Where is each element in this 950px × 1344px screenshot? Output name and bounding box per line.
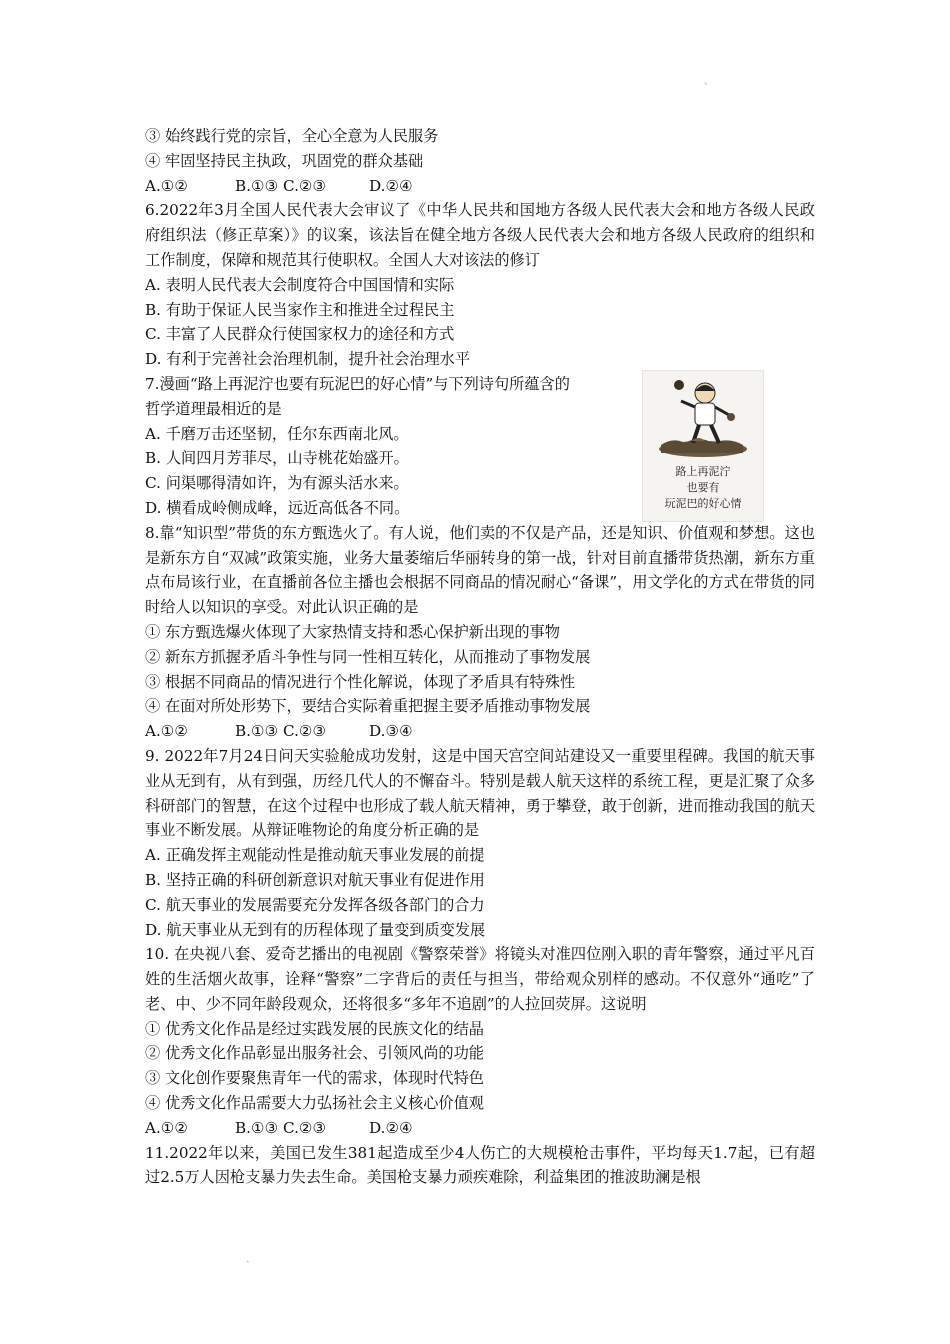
choice-a[interactable]: A. 千磨万击还坚韧，任尔东西南北风。: [145, 424, 409, 443]
statement-4: ④ 牢固坚持民主执政，巩固党的群众基础: [145, 151, 424, 170]
question-stem: 8.靠“知识型”带货的东方甄选火了。有人说，他们卖的不仅是产品，还是知识、价值观和梦想。这也是新东方自“双减”政策实施，业务大量萎缩后华丽转身的第一战，针对目前直播带货热潮，新东方重点布局该行业，在直播前各位主播也会根据不同商品的情况耐心“备课”，用文学化的方式在带货的同时给人以知识的享受。对此认识正确的是: [145, 523, 815, 617]
option-b[interactable]: B.①③: [235, 1118, 279, 1137]
cartoon-image: [642, 370, 764, 522]
choice-d[interactable]: D. 横看成岭侧成峰，远近高低各不同。: [145, 498, 410, 517]
choice-a[interactable]: A. 正确发挥主观能动性是推动航天事业发展的前提: [145, 846, 485, 865]
question-stem: 9. 2022年7月24日问天实验舱成功发射，这是中国天宫空间站建设又一重要里程碑。我国的航天事业从无到有，从有到强，历经几代人的不懈奋斗。特别是载人航天这样的系统工程，更是汇聚了众多科研部门的智慧，在这个过程中也形成了载人航天精神，勇于攀登，敢于创新，进而推动我国的航天事业不断发展。从辩证唯物论的角度分析正确的是: [145, 746, 815, 840]
choice-c[interactable]: C. 航天事业的发展需要充分发挥各级各部门的合力: [145, 895, 485, 914]
answer-options: [145, 1116, 815, 1141]
cartoon-caption-line-2: 也要有: [686, 480, 720, 494]
option-d[interactable]: D.③④: [369, 722, 413, 741]
choice-a[interactable]: A. 表明人民代表大会制度符合中国国情和实际: [145, 275, 455, 294]
statement-1: ① 优秀文化作品是经过实践发展的民族文化的结晶: [145, 1019, 484, 1038]
question-11: [145, 1141, 815, 1191]
choice-c[interactable]: C. 丰富了人民群众行使国家权力的途径和方式: [145, 325, 455, 344]
choice-c[interactable]: C. 问渠哪得清如许，为有源头活水来。: [145, 474, 409, 493]
question-stem-cont: 哲学道理最相近的是: [145, 399, 282, 418]
choice-d[interactable]: D. 航天事业从无到有的历程体现了量变到质变发展: [145, 920, 486, 939]
option-c[interactable]: C.②③: [283, 1118, 327, 1137]
option-d[interactable]: D.②④: [369, 1118, 413, 1137]
statement-3: ③ 根据不同商品的情况进行个性化解说，体现了矛盾具有特殊性: [145, 672, 576, 691]
option-a[interactable]: A.①②: [145, 1118, 189, 1137]
question-stem: 6.2022年3月全国人民代表大会审议了《中华人民共和国地方各级人民代表大会和地方各级人民政府组织法（修正草案）》的议案，该法旨在健全地方各级人民代表大会和地方各级人民政府的组织和工作制度，保障和规范其行使职权。全国人大对该法的修订: [145, 201, 815, 269]
choice-b[interactable]: B. 有助于保证人民当家作主和推进全过程民主: [145, 300, 455, 319]
statement-3: ③ 始终践行党的宗旨，全心全意为人民服务: [145, 127, 439, 145]
statement-1: ① 东方甄选爆火体现了大家热情支持和悉心保护新出现的事物: [145, 622, 560, 641]
choice-b[interactable]: B. 坚持正确的科研创新意识对航天事业有促进作用: [145, 870, 485, 889]
exam-page: [145, 124, 815, 1190]
cartoon-caption-line-3: 玩泥巴的好心情: [664, 496, 742, 510]
footer-mark: 、: [246, 1255, 256, 1265]
option-a[interactable]: A.①②: [145, 176, 189, 195]
option-c[interactable]: C.②③: [283, 722, 327, 741]
statement-4: ④ 在面对所处形势下，要结合实际着重把握主要矛盾推动事物发展: [145, 697, 591, 716]
answer-options: [145, 719, 815, 744]
statement-2: ② 新东方抓握矛盾斗争性与同一性相互转化，从而推动了事物发展: [145, 647, 591, 666]
option-b[interactable]: B.①③: [235, 176, 279, 195]
option-b[interactable]: B.①③: [235, 722, 279, 741]
question-9: [145, 744, 815, 942]
option-c[interactable]: C.②③: [283, 176, 327, 195]
question-5-tail: [145, 124, 815, 198]
corner-mark: 、: [704, 77, 714, 87]
answer-options: [145, 174, 815, 199]
choice-d[interactable]: D. 有利于完善社会治理机制，提升社会治理水平: [145, 350, 471, 369]
question-stem: 11.2022年以来，美国已发生381起造成至少4人伤亡的大规模枪击事件，平均每天1.7起，已有超过2.5万人因枪支暴力失去生命。美国枪支暴力顽疾难除，利益集团的推波助澜是根: [145, 1143, 815, 1187]
choice-b[interactable]: B. 人间四月芳菲尽，山寺桃花始盛开。: [145, 449, 409, 468]
question-8: [145, 521, 815, 744]
question-stem: 7.漫画“路上再泥泞也要有玩泥巴的好心情”与下列诗句所蕴含的: [145, 374, 570, 393]
option-a[interactable]: A.①②: [145, 722, 189, 741]
statement-4: ④ 优秀文化作品需要大力弘扬社会主义核心价值观: [145, 1094, 484, 1113]
statement-3: ③ 文化创作要聚焦青年一代的需求，体现时代特色: [145, 1069, 484, 1088]
cartoon-caption-line-1: 路上再泥泞: [675, 464, 731, 478]
option-d[interactable]: D.②④: [369, 176, 413, 195]
question-7: [145, 372, 815, 521]
cartoon-figure: [643, 371, 763, 461]
question-stem: 10. 在央视八套、爱奇艺播出的电视剧《警察荣誉》将镜头对准四位刚入职的青年警察，通过平凡百姓的生活烟火故事，诠释“警察”二字背后的责任与担当，带给观众别样的感动。不仅意外“通吃”了老、中、少不同年龄段观众，还将很多“多年不追剧”的人拉回荧屏。这说明: [145, 945, 815, 1013]
statement-2: ② 优秀文化作品彰显出服务社会、引领风尚的功能: [145, 1044, 484, 1063]
question-10: [145, 942, 815, 1140]
question-6: [145, 198, 815, 372]
